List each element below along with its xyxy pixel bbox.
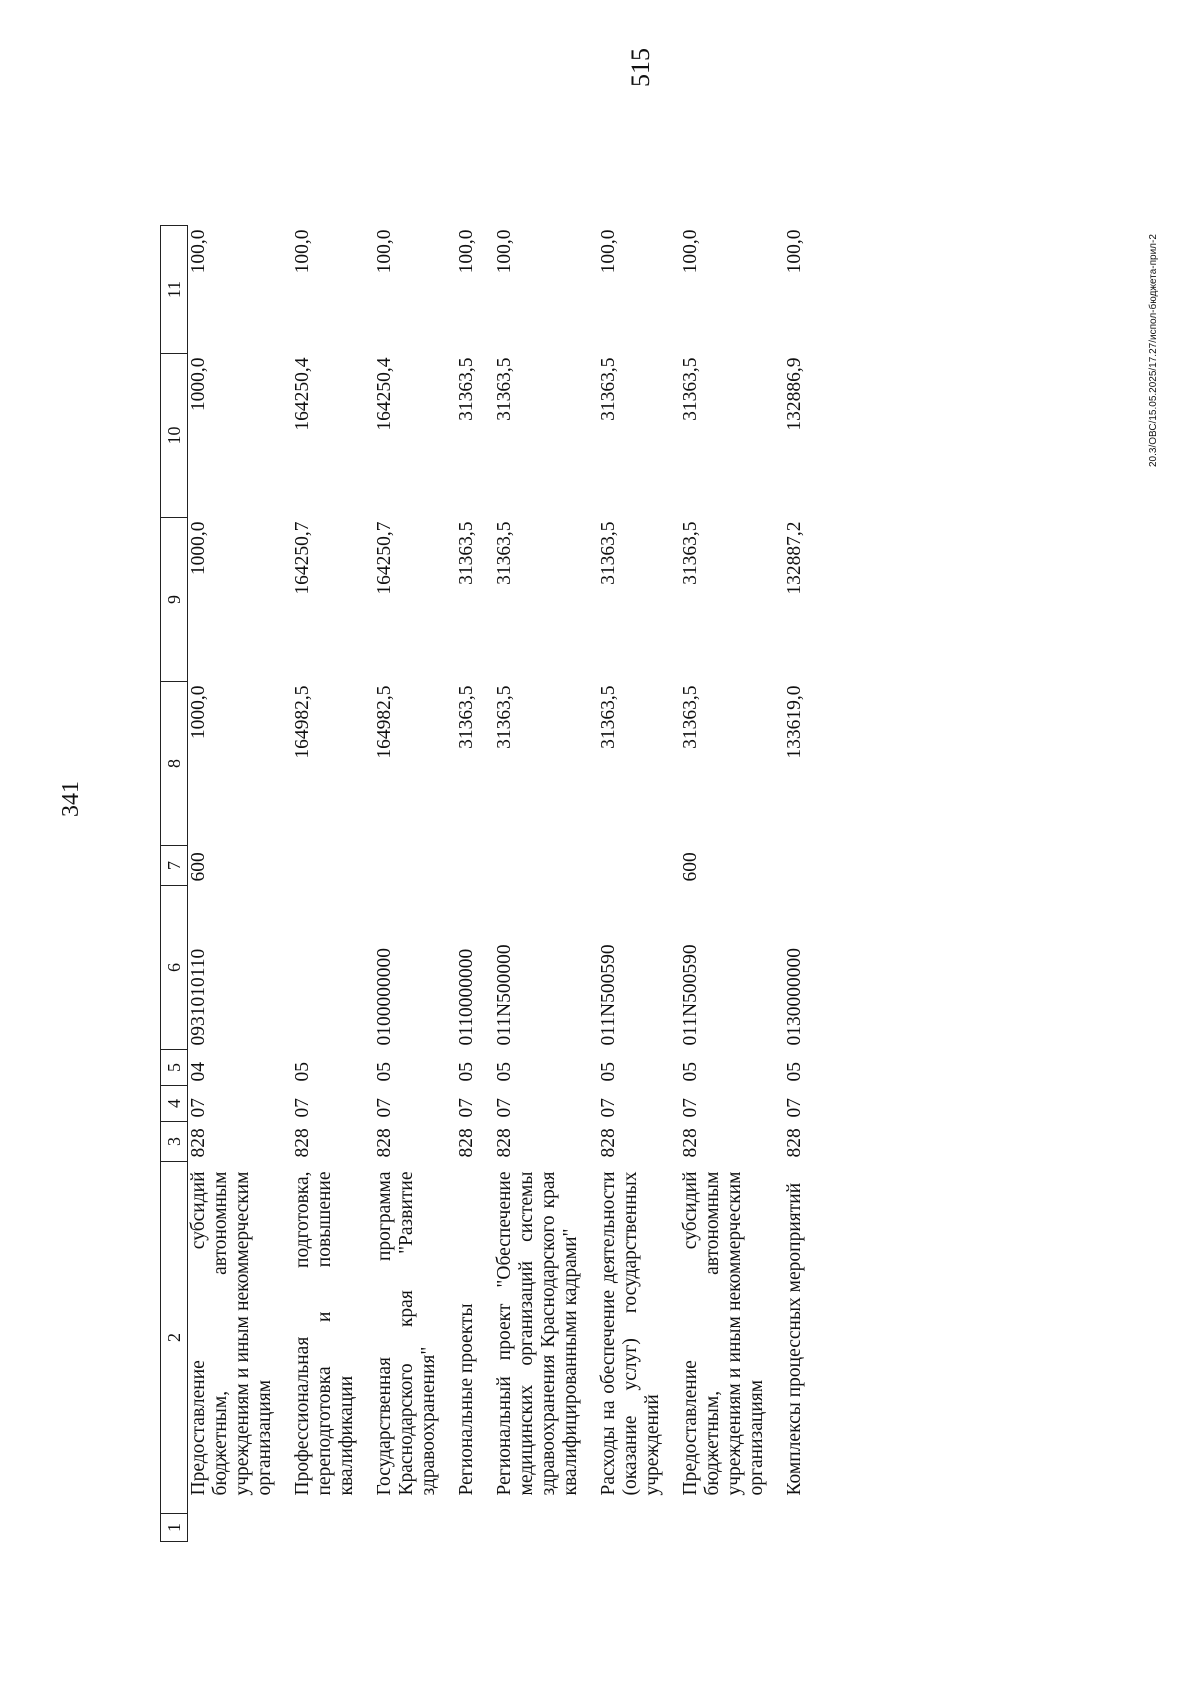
cell-expense-type (290, 846, 372, 886)
cell-ministry-code: 828 (494, 1128, 515, 1158)
cell-index (596, 1514, 678, 1542)
cell-name: Предоставление субсидий бюджетным, автономным учреждениям и иным некоммерческим организациям (680, 1171, 767, 1496)
cell-approved-amount: 164982,5 (374, 685, 395, 759)
cell-ministry-code: 828 (680, 1128, 701, 1158)
cell-approved-amount: 31363,5 (494, 685, 515, 749)
cell-ministry-code: 828 (456, 1128, 477, 1158)
cell-executed-amount: 132886,9 (784, 357, 805, 431)
column-header: 1 (161, 1514, 188, 1542)
cell-execution-percent: 100,0 (456, 229, 477, 274)
cell-ministry-code: 828 (292, 1128, 313, 1158)
cell-index (188, 1514, 291, 1542)
column-header: 5 (161, 1050, 188, 1086)
column-header: 9 (161, 518, 188, 682)
cell-execution-percent: 100,0 (494, 229, 515, 274)
cell-subsection: 05 (292, 1062, 313, 1082)
table-row (290, 226, 372, 1542)
cell-expense-type: 600 (188, 852, 209, 882)
cell-target-article: 0110000000 (456, 948, 477, 1046)
cell-name: Региональные проекты (456, 1303, 477, 1496)
cell-updated-amount: 132887,2 (784, 521, 805, 595)
cell-index (782, 1514, 820, 1542)
table-row (372, 226, 454, 1542)
cell-expense-type (596, 846, 678, 886)
cell-updated-amount: 164250,7 (374, 521, 395, 595)
cell-executed-amount: 31363,5 (494, 357, 515, 421)
cell-updated-amount: 164250,7 (292, 521, 313, 595)
cell-approved-amount: 31363,5 (598, 685, 619, 749)
cell-execution-percent: 100,0 (292, 229, 313, 274)
page-number-bottom: 515 (626, 48, 655, 87)
cell-subsection: 04 (188, 1062, 209, 1082)
table-row (492, 226, 596, 1542)
cell-updated-amount: 31363,5 (456, 521, 477, 585)
column-header: 8 (161, 682, 188, 846)
table-body (188, 226, 821, 1542)
cell-target-article (290, 886, 372, 1050)
cell-section: 07 (494, 1098, 515, 1118)
cell-executed-amount: 31363,5 (598, 357, 619, 421)
cell-index (678, 1514, 782, 1542)
cell-name: Региональный проект "Обеспечение медицинских организаций системы здравоохранения Краснодарского края квалифицированными кадрами" (494, 1171, 581, 1496)
cell-updated-amount: 31363,5 (598, 521, 619, 585)
cell-target-article: 0931010110 (188, 948, 209, 1046)
cell-index (290, 1514, 372, 1542)
cell-execution-percent: 100,0 (784, 229, 805, 274)
document-code: 20.3/ОВС/15.05.2025/17.27/испол-бюджета-прил-2 (1148, 234, 1159, 467)
column-header: 10 (161, 354, 188, 518)
cell-execution-percent: 100,0 (188, 229, 209, 274)
cell-execution-percent: 100,0 (374, 229, 395, 274)
page-number-top: 341 (58, 781, 84, 817)
cell-expense-type (782, 846, 820, 886)
cell-subsection: 05 (784, 1062, 805, 1082)
cell-executed-amount: 164250,4 (374, 357, 395, 431)
cell-section: 07 (374, 1098, 395, 1118)
table-row (678, 226, 782, 1542)
cell-executed-amount: 31363,5 (456, 357, 477, 421)
cell-expense-type (454, 846, 492, 886)
table-header-row (161, 226, 188, 1542)
cell-subsection: 05 (598, 1062, 619, 1082)
column-header: 4 (161, 1086, 188, 1122)
cell-target-article: 011N500590 (598, 944, 619, 1046)
cell-ministry-code: 828 (374, 1128, 395, 1158)
cell-subsection: 05 (374, 1062, 395, 1082)
cell-approved-amount: 31363,5 (680, 685, 701, 749)
cell-execution-percent: 100,0 (598, 229, 619, 274)
cell-subsection: 05 (494, 1062, 515, 1082)
cell-section: 07 (784, 1098, 805, 1118)
cell-execution-percent: 100,0 (680, 229, 701, 274)
cell-section: 07 (188, 1098, 209, 1118)
cell-expense-type (372, 846, 454, 886)
cell-approved-amount: 31363,5 (456, 685, 477, 749)
cell-subsection: 05 (456, 1062, 477, 1082)
cell-approved-amount: 164982,5 (292, 685, 313, 759)
cell-target-article: 011N500000 (494, 944, 515, 1046)
budget-table (160, 225, 820, 1542)
column-header: 6 (161, 886, 188, 1050)
cell-ministry-code: 828 (784, 1128, 805, 1158)
cell-index (454, 1514, 492, 1542)
cell-section: 07 (680, 1098, 701, 1118)
cell-section: 07 (456, 1098, 477, 1118)
cell-target-article: 011N500590 (680, 944, 701, 1046)
cell-section: 07 (292, 1098, 313, 1118)
cell-updated-amount: 31363,5 (494, 521, 515, 585)
cell-expense-type (492, 846, 596, 886)
cell-approved-amount: 1000,0 (188, 685, 209, 740)
cell-executed-amount: 164250,4 (292, 357, 313, 431)
cell-target-article: 0130000000 (784, 948, 805, 1046)
cell-name: Профессиональная подготовка, переподготовка и повышение квалификации (292, 1171, 357, 1496)
cell-updated-amount: 1000,0 (188, 521, 209, 576)
column-header: 7 (161, 846, 188, 886)
cell-updated-amount: 31363,5 (680, 521, 701, 585)
cell-ministry-code: 828 (598, 1128, 619, 1158)
cell-index (492, 1514, 596, 1542)
column-header: 11 (161, 226, 188, 354)
cell-approved-amount: 133619,0 (784, 685, 805, 759)
column-header: 2 (161, 1162, 188, 1514)
cell-name: Предоставление субсидий бюджетным, автономным учреждениям и иным некоммерческим организациям (188, 1171, 275, 1496)
table-row (454, 226, 492, 1542)
cell-section: 07 (598, 1098, 619, 1118)
cell-ministry-code: 828 (188, 1128, 209, 1158)
cell-executed-amount: 1000,0 (188, 357, 209, 412)
cell-executed-amount: 31363,5 (680, 357, 701, 421)
cell-subsection: 05 (680, 1062, 701, 1082)
table-row (596, 226, 678, 1542)
table-row (188, 226, 291, 1542)
cell-name: Расходы на обеспечение деятельности (оказание услуг) государственных учреждений (598, 1171, 663, 1496)
cell-target-article: 0100000000 (374, 948, 395, 1046)
table-row (782, 226, 820, 1542)
column-header: 3 (161, 1122, 188, 1162)
cell-name: Комплексы процессных мероприятий (784, 1182, 805, 1496)
cell-expense-type: 600 (680, 852, 701, 882)
cell-index (372, 1514, 454, 1542)
cell-name: Государственная программа Краснодарского края "Развитие здравоохранения" (374, 1171, 439, 1496)
